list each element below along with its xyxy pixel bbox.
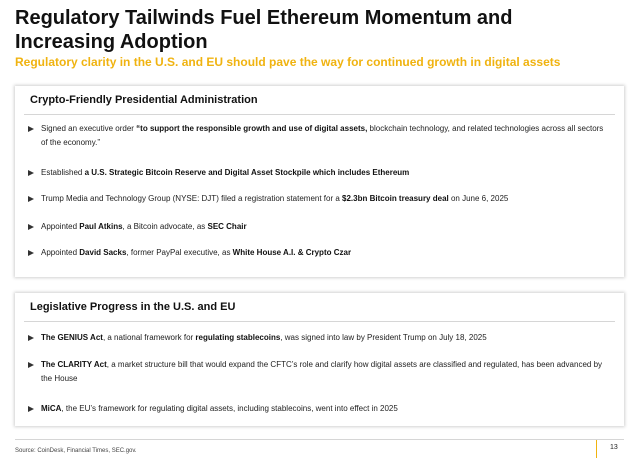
item-emphasis: The CLARITY Act bbox=[41, 360, 107, 369]
bullet-icon bbox=[28, 406, 34, 412]
list-item bbox=[28, 331, 606, 345]
bullet-icon bbox=[28, 170, 34, 176]
list-item bbox=[28, 402, 606, 416]
item-text: , a Bitcoin advocate, as bbox=[122, 222, 208, 231]
page-number-divider bbox=[596, 440, 597, 458]
bullet-icon bbox=[28, 250, 34, 256]
page-number: 13 bbox=[610, 444, 618, 451]
list-item bbox=[28, 122, 606, 150]
page-title: Regulatory Tailwinds Fuel Ethereum Momentum and Increasing Adoption bbox=[15, 7, 513, 53]
item-text: Trump Media and Technology Group (NYSE: DJT) filed a registration statement for a bbox=[41, 194, 343, 203]
item-emphasis: MiCA bbox=[41, 404, 62, 413]
item-text: Signed an executive order bbox=[41, 124, 137, 133]
panel-heading: Crypto-Friendly Presidential Administration bbox=[24, 86, 615, 115]
item-emphasis: White House A.I. & Crypto Czar bbox=[232, 248, 352, 257]
item-text: , was signed into law by President Trump on July 18, 2025 bbox=[280, 333, 487, 342]
item-emphasis: Paul Atkins bbox=[79, 222, 123, 231]
bullet-icon bbox=[28, 224, 34, 230]
bullet-icon bbox=[28, 126, 34, 132]
item-text: blockchain technology, and related technologies across all sectors of the economy.” bbox=[41, 124, 604, 147]
item-text: , a national framework for bbox=[102, 333, 196, 342]
item-text: Appointed bbox=[41, 222, 80, 231]
item-emphasis: The GENIUS Act bbox=[41, 333, 103, 342]
item-text: Established bbox=[41, 168, 85, 177]
item-emphasis: regulating stablecoins bbox=[195, 333, 281, 342]
panel-heading: Legislative Progress in the U.S. and EU bbox=[24, 293, 615, 322]
item-text: on June 6, 2025 bbox=[448, 194, 509, 203]
item-emphasis: “to support the responsible growth and use of digital assets, bbox=[136, 124, 368, 133]
page-subtitle: Regulatory clarity in the U.S. and EU should pave the way for continued growth in digital assets bbox=[15, 55, 561, 69]
list-item bbox=[28, 246, 606, 260]
item-text: , the EU’s framework for regulating digital assets, including stablecoins, went into effect in 2025 bbox=[61, 404, 398, 413]
legislative-progress-panel bbox=[15, 293, 624, 426]
item-emphasis: David Sacks bbox=[79, 248, 127, 257]
bullet-icon bbox=[28, 335, 34, 341]
footer-divider bbox=[15, 439, 624, 440]
bullet-icon bbox=[28, 362, 34, 368]
item-emphasis: $2.3bn Bitcoin treasury deal bbox=[342, 194, 449, 203]
item-emphasis: a U.S. Strategic Bitcoin Reserve and Digital Asset Stockpile which includes Ethereum bbox=[84, 168, 410, 177]
list-item bbox=[28, 166, 606, 180]
source-note: Source: CoinDesk, Financial Times, SEC.gov. bbox=[15, 448, 137, 454]
list-item bbox=[28, 358, 606, 386]
item-text: , former PayPal executive, as bbox=[126, 248, 233, 257]
item-text: , a market structure bill that would expand the CFTC’s role and clarify how digital assets are classified and regulated, has been advanced by the House bbox=[41, 360, 603, 383]
presidential-administration-panel bbox=[15, 86, 624, 277]
item-text: Appointed bbox=[41, 248, 80, 257]
bullet-icon bbox=[28, 196, 34, 202]
item-emphasis: SEC Chair bbox=[207, 222, 247, 231]
list-item bbox=[28, 192, 606, 206]
list-item bbox=[28, 220, 606, 234]
